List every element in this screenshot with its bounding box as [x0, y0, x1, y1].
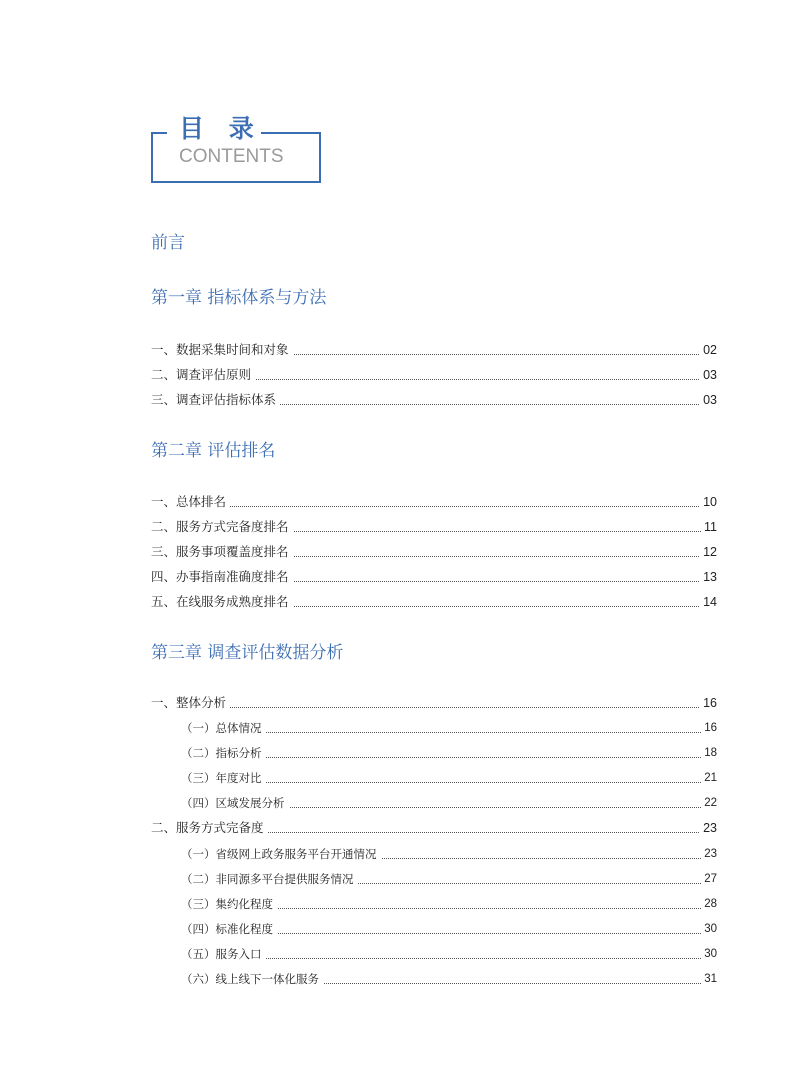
frame-bottom-line — [151, 181, 321, 183]
toc-subentry[interactable]: （二）非同源多平台提供服务情况 27 — [181, 872, 717, 886]
toc-entry[interactable]: 三、服务事项覆盖度排名 12 — [151, 544, 717, 559]
chapter-1-heading[interactable]: 第一章 指标体系与方法 — [151, 288, 327, 308]
preface-heading[interactable]: 前言 — [151, 233, 185, 253]
frame-top-right-line — [261, 132, 321, 134]
toc-subentry[interactable]: （四）区域发展分析 22 — [181, 796, 717, 810]
toc-subentry[interactable]: （一）总体情况 16 — [181, 721, 717, 735]
frame-top-left-line — [151, 132, 167, 134]
toc-entry[interactable]: 二、调查评估原则 03 — [151, 367, 717, 382]
frame-left-line — [151, 132, 153, 183]
toc-subentry[interactable]: （六）线上线下一体化服务 31 — [181, 972, 717, 986]
toc-entry[interactable]: 一、总体排名 10 — [151, 494, 717, 509]
contents-title-cn: 目 录 — [179, 114, 262, 143]
chapter-2-heading[interactable]: 第二章 评估排名 — [151, 441, 276, 461]
toc-entry[interactable]: 一、整体分析 16 — [151, 695, 717, 710]
toc-subentry[interactable]: （二）指标分析 18 — [181, 746, 717, 760]
toc-entry[interactable]: 一、数据采集时间和对象 02 — [151, 342, 717, 357]
toc-entry[interactable]: 五、在线服务成熟度排名 14 — [151, 594, 717, 609]
contents-title-en: CONTENTS — [179, 146, 284, 167]
contents-header — [151, 114, 321, 183]
frame-right-line — [319, 132, 321, 183]
chapter-3-heading[interactable]: 第三章 调查评估数据分析 — [151, 643, 344, 663]
toc-subentry[interactable]: （五）服务入口 30 — [181, 947, 717, 961]
toc-subentry[interactable]: （一）省级网上政务服务平台开通情况 23 — [181, 847, 717, 861]
toc-entry[interactable]: 二、服务方式完备度 23 — [151, 820, 717, 835]
toc-subentry[interactable]: （三）年度对比 21 — [181, 771, 717, 785]
toc-entry[interactable]: 二、服务方式完备度排名 11 — [151, 519, 717, 534]
toc-subentry[interactable]: （三）集约化程度 28 — [181, 897, 717, 911]
toc-subentry[interactable]: （四）标准化程度 30 — [181, 922, 717, 936]
toc-entry[interactable]: 四、办事指南准确度排名 13 — [151, 569, 717, 584]
toc-entry[interactable]: 三、调查评估指标体系 03 — [151, 392, 717, 407]
